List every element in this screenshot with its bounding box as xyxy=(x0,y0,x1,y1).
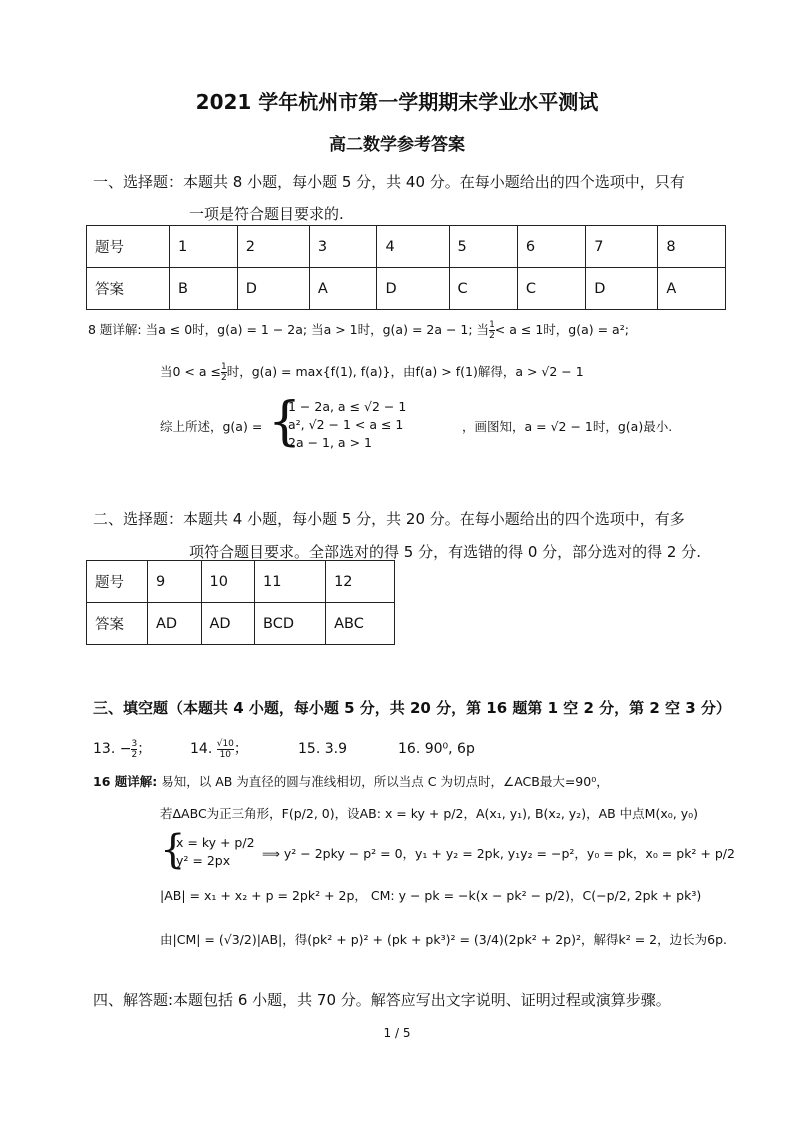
table-row-header xyxy=(87,226,726,268)
section3-heading: 三、填空题（本题共 4 小题，每小题 5 分，共 20 分，第 16 题第 1 空 2 分，第 2 空 3 分） xyxy=(93,699,731,717)
table-cell: C xyxy=(517,268,585,310)
answer-13: 13. − $\frac{3}{2}$ ； xyxy=(93,738,152,760)
q16-explanation-line2: 若ΔABC为正三角形，F(p/2, 0)，设AB: x = ky + p/2，A(x₁, y₁), B(x₂, y₂)，AB 中点M(x₀, y₀) xyxy=(160,806,698,821)
table-cell: 7 xyxy=(586,226,658,268)
table-cell: 6 xyxy=(517,226,585,268)
table-cell: AD xyxy=(201,603,255,645)
page-title: 2021 学年杭州市第一学期期末学业水平测试 xyxy=(195,90,599,114)
table-cell: D xyxy=(237,268,309,310)
answer-14: 14. $\frac{√10}{10}$ ； xyxy=(190,738,248,760)
table-cell: 12 xyxy=(326,561,395,603)
q8-explanation-line2: 当0 < a ≤ $\frac{1}{2}$ 时，g(a) = max{f(1), f(a)}，由f(a) > f(1)解得，a > √2 − 1 xyxy=(160,362,584,383)
q8-summary-tail: ，画图知，a = √2 − 1时，g(a)最小. xyxy=(462,419,673,434)
table-cell: 答案 xyxy=(87,603,148,645)
table-cell: B xyxy=(170,268,238,310)
section2-heading-cont: 项符合题目要求。全部选对的得 5 分，有选错的得 0 分，部分选对的得 2 分. xyxy=(189,543,702,561)
table-cell: 答案 xyxy=(87,268,170,310)
fraction: $\frac{1}{2}$ xyxy=(489,320,495,341)
table-cell: 3 xyxy=(309,226,377,268)
table-cell: A xyxy=(658,268,726,310)
section1-heading-cont: 一项是符合题目要求的. xyxy=(189,205,344,223)
section4-heading: 四、解答题:本题包括 6 小题，共 70 分。解答应写出文字说明、证明过程或演算步骤。 xyxy=(93,991,671,1009)
section1-answer-table xyxy=(86,225,726,310)
page-subtitle: 高二数学参考答案 xyxy=(329,135,465,155)
table-cell: ABC xyxy=(326,603,395,645)
section1-heading: 一、选择题：本题共 8 小题，每小题 5 分，共 40 分。在每小题给出的四个选项中，只有 xyxy=(93,173,685,191)
q8-explanation-line1: 8 题详解: 当a ≤ 0时，g(a) = 1 − 2a; 当a > 1时，g(a) = 2a − 1; 当 $\frac{1}{2}$ < a ≤ 1时，g(a) = a²; xyxy=(88,320,629,341)
answer-16: 16. 90⁰, 6p xyxy=(398,741,475,757)
table-cell: AD xyxy=(148,603,202,645)
table-cell: 10 xyxy=(201,561,255,603)
fraction: $\frac{3}{2}$ xyxy=(131,738,138,760)
q8-summary-label: 综上所述，g(a) = xyxy=(160,419,263,434)
table-cell: 5 xyxy=(449,226,517,268)
table-cell: D xyxy=(377,268,449,310)
table-cell: BCD xyxy=(255,603,326,645)
table-cell: 4 xyxy=(377,226,449,268)
brace-symbol: { xyxy=(268,392,302,452)
brace-symbol: { xyxy=(160,827,186,873)
section2-heading: 二、选择题：本题共 4 小题，每小题 5 分，共 20 分。在每小题给出的四个选项中，有多 xyxy=(93,510,685,528)
table-cell: 2 xyxy=(237,226,309,268)
table-cell: 9 xyxy=(148,561,202,603)
table-cell: A xyxy=(309,268,377,310)
table-cell: C xyxy=(449,268,517,310)
fraction: $\frac{1}{2}$ xyxy=(220,362,227,383)
table-cell: 8 xyxy=(658,226,726,268)
table-cell: 题号 xyxy=(87,561,148,603)
q16-explanation-line3: ⟹ y² − 2pky − p² = 0，y₁ + y₂ = 2pk, y₁y₂ = −p²，y₀ = pk，x₀ = pk² + p/2 xyxy=(262,846,735,861)
q16-explanation-line5: 由|CM| = (√3/2)|AB|，得(pk² + p)² + (pk + pk³)² = (3/4)(2pk² + 2p)²，解得k² = 2，边长为6p. xyxy=(160,932,727,947)
table-row-answers xyxy=(87,603,395,645)
q16-equation-system: x = ky + p/2 y² = 2px xyxy=(176,835,255,868)
table-cell: 11 xyxy=(255,561,326,603)
page-number: 1 / 5 xyxy=(383,1026,411,1040)
table-row-answers xyxy=(87,268,726,310)
q8-piecewise-cases: 1 − 2a, a ≤ √2 − 1 a², √2 − 1 < a ≤ 1 2a − 1, a > 1 xyxy=(288,399,407,450)
table-cell: D xyxy=(586,268,658,310)
table-cell: 题号 xyxy=(87,226,170,268)
table-row-header xyxy=(87,561,395,603)
section2-answer-table xyxy=(86,560,395,645)
table-cell: 1 xyxy=(170,226,238,268)
answer-15: 15. 3.9 xyxy=(298,741,347,757)
fraction: $\frac{√10}{10}$ xyxy=(216,738,234,760)
q16-explanation-line1: 16 题详解: 易知，以 AB 为直径的圆与准线相切，所以当点 C 为切点时，∠ACB最大=90⁰， xyxy=(93,774,609,789)
q16-explanation-line4: |AB| = x₁ + x₂ + p = 2pk² + 2p， CM: y − pk = −k(x − pk² − p/2)，C(−p/2, 2pk + pk³) xyxy=(160,888,702,903)
